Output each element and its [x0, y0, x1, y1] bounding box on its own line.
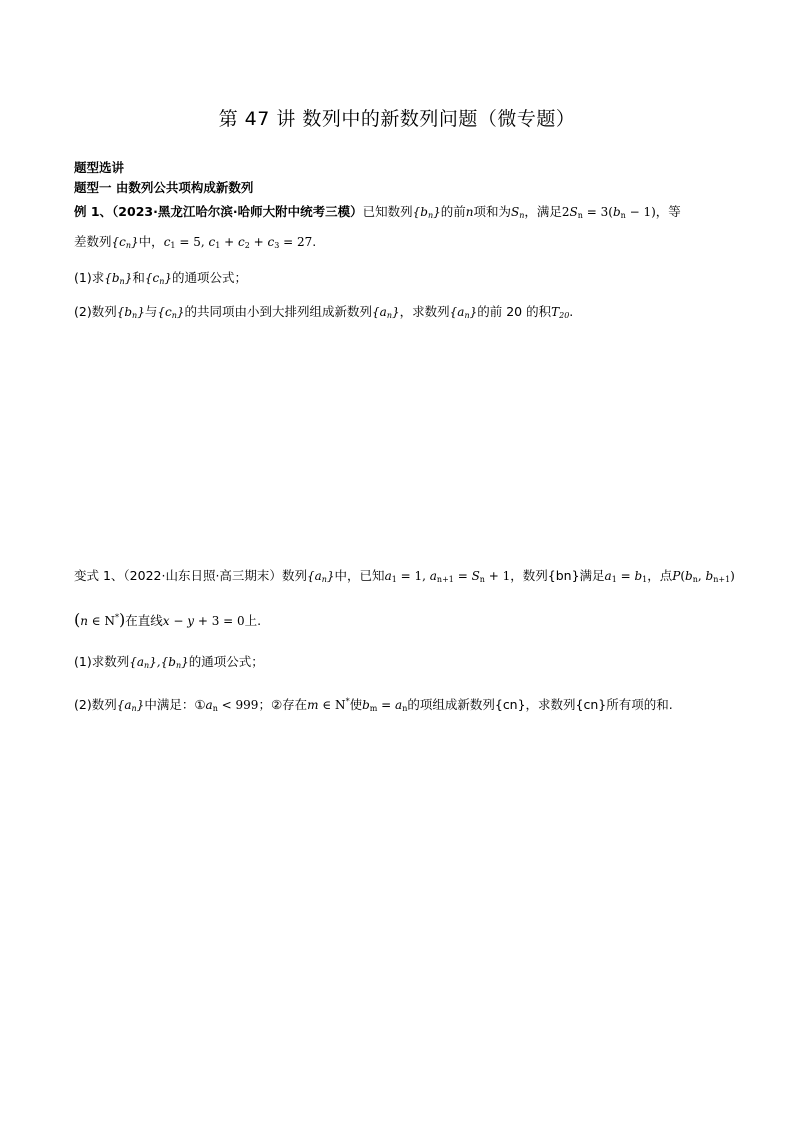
math-condition: $2S_n = 3(b_n - 1)$: [561, 205, 656, 220]
example1-line1: 例 1、（2023·黑龙江哈尔滨·哈师大附中统考三模）已知数列$\{b_n\}$的前n项和为$S_n$，满足$2S_n = 3(b_n - 1)$，等: [74, 204, 681, 220]
math-line-eq: x − y + 3 = 0: [162, 614, 245, 628]
variation1-part2: (2)数列$\{a_n\}$中满足：$①a_n < 999$；②存在m ∈ N*使$b_m = a_n$的项组成新数列{cn}，求数列{cn}所有项的和.: [74, 697, 673, 713]
page-title: 第 47 讲 数列中的新数列问题（微专题）: [218, 108, 576, 130]
type1-heading: 题型一 由数列公共项构成新数列: [74, 180, 254, 195]
math-sn: $S_n$: [511, 205, 525, 220]
example1-part1: (1)求$\{b_n\}$和$\{c_n\}$的通项公式；: [74, 270, 248, 286]
example1-label: 例 1、（2023·黑龙江哈尔滨·哈师大附中统考三模）: [74, 204, 363, 219]
math-recurrence: $a_1 = 1$, $a_{n+1} = S_n + 1$: [384, 569, 511, 584]
math-t20: $T_{20}$: [551, 305, 570, 320]
example1-line2: 差数列$\{c_n\}$中，$c_1 = 5$, $c_1 + c_2 + c_3 = 27$.: [74, 234, 317, 250]
math-n-in-n: (n ∈ N*): [74, 610, 126, 629]
section-heading: 题型选讲: [74, 160, 125, 175]
math-an-lt-999: $a_n < 999$: [205, 698, 259, 713]
variation1-line1: 变式 1、（2022·山东日照·高三期末）数列$\{a_n\}$中，已知$a_1 = 1$, $a_{n+1} = S_n + 1$，数列{bn}满足$a_1 = b_1$，点$P(b_n$, $b_{n+1}$): [74, 568, 735, 584]
math-n: n: [465, 205, 474, 219]
variation1-line2: (n ∈ N*)在直线x − y + 3 = 0上.: [74, 610, 262, 629]
math-seq-cn: $\{c_n\}$: [111, 235, 139, 250]
math-point-p: $P(b_n$, $b_{n+1}$): [672, 569, 735, 584]
math-a1-b1: $a_1 = b_1$: [604, 569, 648, 584]
math-m-in-n: m ∈ N*: [307, 697, 350, 712]
variation1-label: 变式 1、（2022·山东日照·高三期末）: [74, 568, 282, 583]
example1-part2: (2)数列$\{b_n\}$与$\{c_n\}$的共同项由小到大排列组成新数列$\{a_n\}$，求数列$\{a_n\}$的前 20 的积$T_{20}$.: [74, 304, 574, 320]
math-c-values: $c_1 = 5$, $c_1 + c_2 + c_3 = 27$: [163, 235, 313, 250]
math-bm-eq-an: $b_m = a_n$: [362, 698, 408, 713]
variation1-part1: (1)求数列$\{a_n\},\{b_n\}$的通项公式；: [74, 654, 264, 670]
math-seq-bn: $\{b_n\}$: [412, 205, 441, 220]
